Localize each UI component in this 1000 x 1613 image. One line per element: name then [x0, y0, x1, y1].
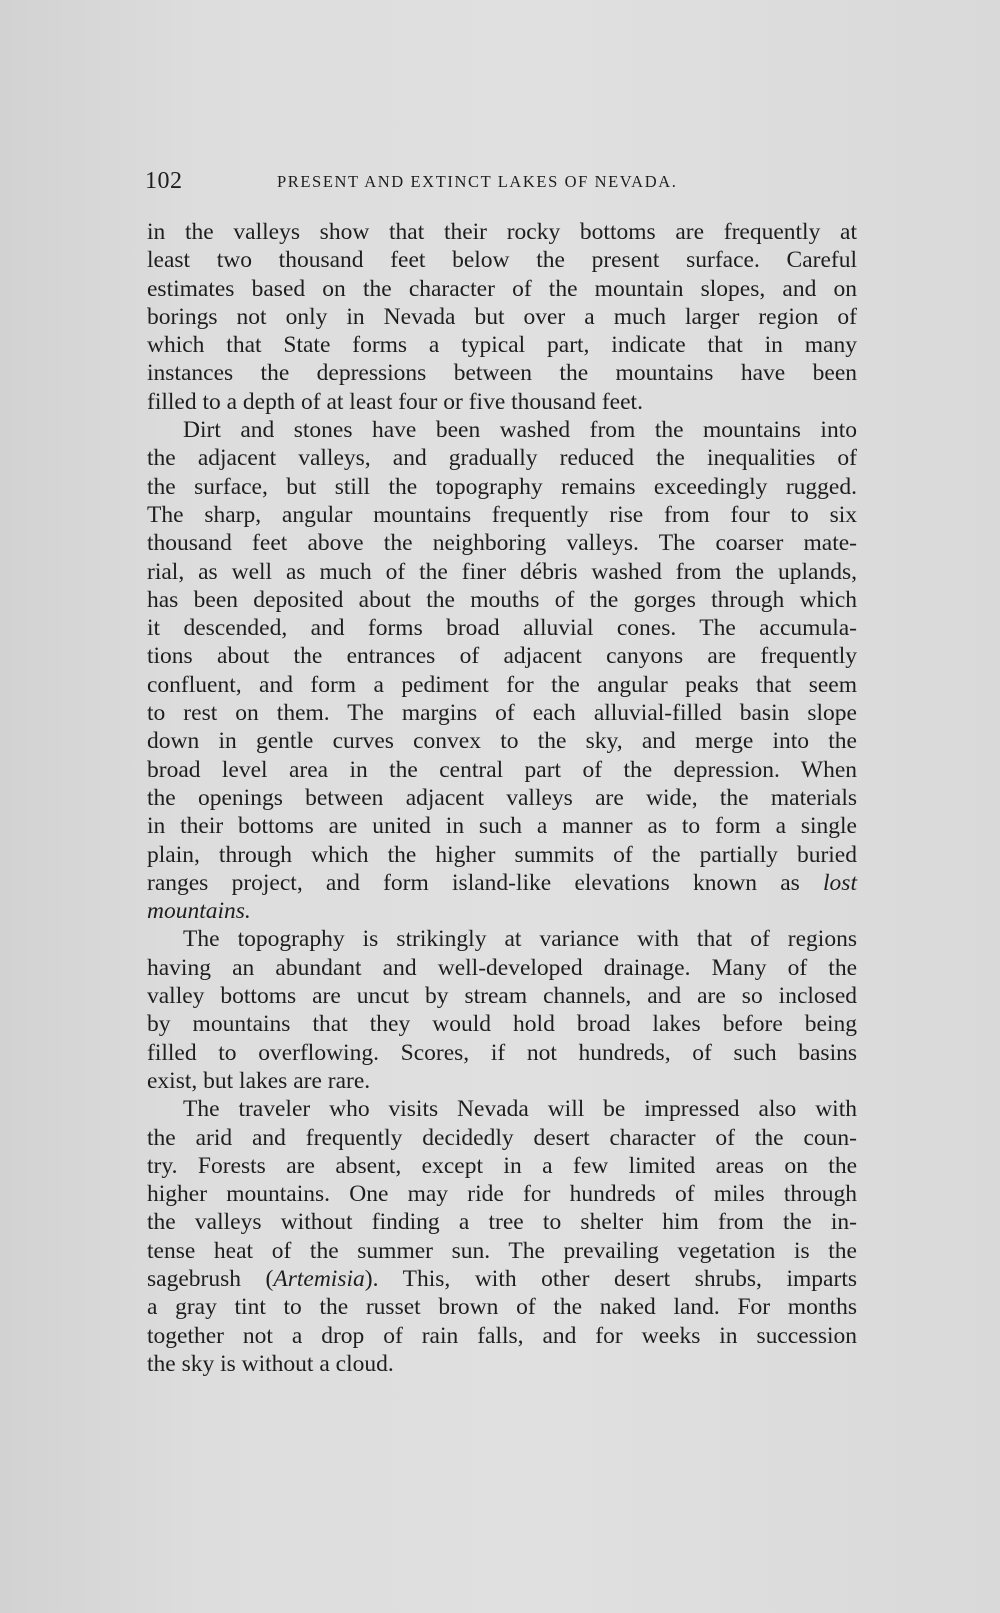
text-line: to rest on them. The margins of each alluvial-filled basin slope	[147, 700, 857, 727]
text-line: tions about the entrances of adjacent canyons are frequently	[147, 643, 857, 670]
body-text	[147, 218, 857, 1378]
text-line: borings not only in Nevada but over a much larger region of	[147, 303, 857, 330]
text-line	[147, 1265, 857, 1293]
text-line: down in gentle curves convex to the sky, and merge into the	[147, 728, 857, 755]
text-line: the adjacent valleys, and gradually reduced the inequalities of	[147, 445, 857, 472]
text-segment: ranges project, and form island-like elevations known as	[147, 869, 800, 896]
text-line	[147, 897, 857, 925]
running-head	[145, 168, 860, 198]
text-line: which that State forms a typical part, indicate that in many	[147, 332, 857, 359]
text-line: together not a drop of rain falls, and for weeks in succession	[147, 1322, 857, 1349]
text-line: confluent, and form a pediment for the angular peaks that seem	[147, 671, 857, 698]
text-line: the surface, but still the topography remains exceedingly rugged.	[147, 473, 857, 500]
text-line: has been deposited about the mouths of the gorges through which	[147, 586, 857, 613]
text-line: The topography is strikingly at variance with that of regions	[183, 926, 857, 953]
page-number: 102	[145, 168, 183, 194]
text-line: the valleys without finding a tree to shelter him from the in-	[147, 1209, 857, 1236]
text-line: The sharp, angular mountains frequently rise from four to six	[147, 501, 857, 528]
text-line: try. Forests are absent, except in a few limited areas on the	[147, 1152, 857, 1179]
text-line: a gray tint to the russet brown of the naked land. For months	[147, 1294, 857, 1321]
text-line: The traveler who visits Nevada will be impressed also with	[183, 1096, 857, 1123]
text-line: tense heat of the summer sun. The prevailing vegetation is the	[147, 1237, 857, 1264]
text-line: valley bottoms are uncut by stream channels, and are so inclosed	[147, 983, 857, 1010]
paragraph-2	[147, 416, 857, 925]
text-line: the openings between adjacent valleys are wide, the materials	[147, 784, 857, 811]
italic-term: mountains.	[147, 898, 251, 925]
italic-term: Artemisia	[273, 1265, 365, 1292]
text-line: in their bottoms are united in such a manner as to form a single	[147, 813, 857, 840]
text-line: in the valleys show that their rocky bottoms are frequently at	[147, 219, 857, 245]
text-line: Dirt and stones have been washed from the mountains into	[183, 417, 857, 444]
text-line: rial, as well as much of the finer débris washed from the uplands,	[147, 558, 857, 585]
text-line: the arid and frequently decidedly desert character of the coun-	[147, 1124, 857, 1151]
text-line: instances the depressions between the mountains have been	[147, 360, 857, 387]
text-line	[147, 869, 857, 897]
text-line: thousand feet above the neighboring valleys. The coarser mate-	[147, 530, 857, 557]
text-line: the sky is without a cloud.	[147, 1350, 394, 1377]
paragraph-3	[147, 925, 857, 1095]
text-line: filled to overflowing. Scores, if not hundreds, of such basins	[147, 1039, 857, 1066]
text-line: filled to a depth of at least four or five thousand feet.	[147, 388, 643, 415]
text-segment: sagebrush (	[147, 1265, 274, 1292]
paragraph-1	[147, 218, 857, 416]
italic-term: lost	[823, 869, 857, 896]
paragraph-4	[147, 1095, 857, 1378]
text-line: exist, but lakes are rare.	[147, 1067, 371, 1094]
text-line: least two thousand feet below the present surface. Careful	[147, 247, 857, 274]
text-line: plain, through which the higher summits of the partially buried	[147, 841, 857, 868]
text-line: it descended, and forms broad alluvial cones. The accumula-	[147, 615, 857, 642]
text-line: higher mountains. One may ride for hundreds of miles through	[147, 1181, 857, 1208]
text-line: having an abundant and well-developed drainage. Many of the	[147, 954, 857, 981]
text-segment: ). This, with other desert shrubs, imparts	[364, 1265, 857, 1292]
running-title: PRESENT AND EXTINCT LAKES OF NEVADA.	[277, 172, 678, 191]
text-line: by mountains that they would hold broad lakes before being	[147, 1011, 857, 1038]
text-line: estimates based on the character of the mountain slopes, and on	[147, 275, 857, 302]
text-line: broad level area in the central part of the depression. When	[147, 756, 857, 783]
